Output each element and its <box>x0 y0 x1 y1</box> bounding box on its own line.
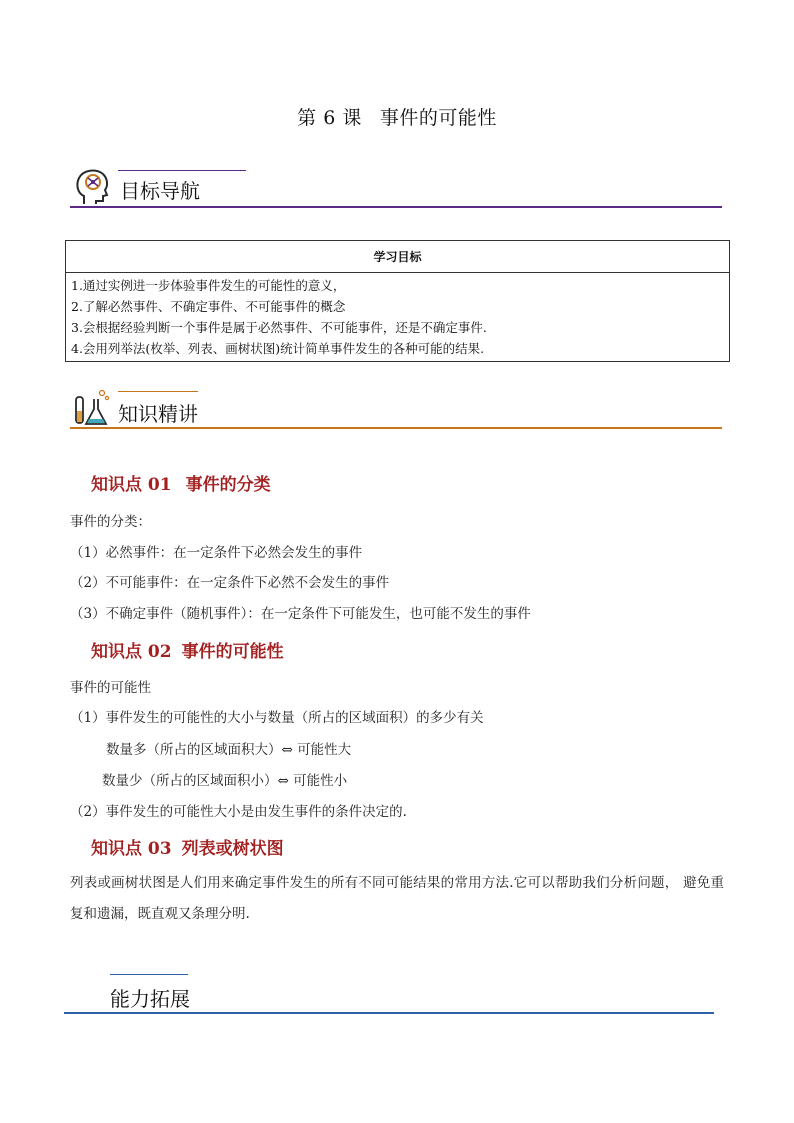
section-label: 能力拓展 <box>110 987 190 1011</box>
goal-item: 3.会根据经验判断一个事件是属于必然事件、不可能事件，还是不确定事件. <box>71 320 487 335</box>
kp2-line: （1）事件发生的可能性的大小与数量（所占的区域面积）的多少有关 <box>70 710 484 726</box>
knowledge-point-name: 列表或树状图 <box>181 839 284 859</box>
knowledge-point-number: 知识点 03 <box>91 839 172 859</box>
kp1-intro: 事件的分类： <box>70 514 151 530</box>
goals-table-header: 学习目标 <box>66 241 730 273</box>
goal-item: 1.通过实例进一步体验事件发生的可能性的意义， <box>71 278 346 293</box>
section-goals-nav <box>70 166 722 208</box>
section-label: 知识精讲 <box>118 402 198 426</box>
goals-table <box>65 240 730 362</box>
knowledge-point-name: 事件的分类 <box>185 475 271 495</box>
lesson-name: 事件的可能性 <box>379 107 497 129</box>
kp1-line: （1）必然事件：在一定条件下必然会发生的事件 <box>70 545 363 561</box>
kp1-line: （3）不确定事件（随机事件）：在一定条件下可能发生，也可能不发生的事件 <box>70 606 531 622</box>
chemistry-flask-icon <box>72 387 112 431</box>
head-brain-icon <box>74 166 112 210</box>
knowledge-point-1-title <box>91 470 271 495</box>
section-label: 目标导航 <box>120 179 200 203</box>
goals-table-body <box>66 273 730 362</box>
section-ability <box>64 972 714 1014</box>
kp2-sub-line: 数量多（所占的区域面积大）⇔ 可能性大 <box>106 742 352 758</box>
knowledge-point-number: 知识点 02 <box>91 642 172 662</box>
goal-item: 2.了解必然事件、不确定事件、不可能事件的概念 <box>71 299 346 314</box>
knowledge-point-name: 事件的可能性 <box>181 642 284 662</box>
goal-item: 4.会用列举法(枚举、列表、画树状图)统计简单事件发生的各种可能的结果. <box>71 341 485 356</box>
knowledge-point-number: 知识点 01 <box>91 475 172 495</box>
knowledge-point-2-title <box>91 637 284 662</box>
lesson-number: 第 6 课 <box>297 107 362 129</box>
kp2-intro: 事件的可能性 <box>70 680 151 696</box>
knowledge-point-3-title <box>91 834 284 859</box>
section-knowledge <box>70 387 722 429</box>
page-title <box>0 103 794 130</box>
kp3-paragraph: 列表或画树状图是人们用来确定事件发生的所有不同可能结果的常用方法.它可以帮助我们分析问题， 避免重复和遗漏，既直观又条理分明. <box>70 875 724 922</box>
kp2-sub-line: 数量少（所占的区域面积小）⇔ 可能性小 <box>102 773 348 789</box>
kp1-line: （2）不可能事件：在一定条件下必然不会发生的事件 <box>70 575 390 591</box>
kp2-line: （2）事件发生的可能性大小是由发生事件的条件决定的. <box>70 804 407 820</box>
